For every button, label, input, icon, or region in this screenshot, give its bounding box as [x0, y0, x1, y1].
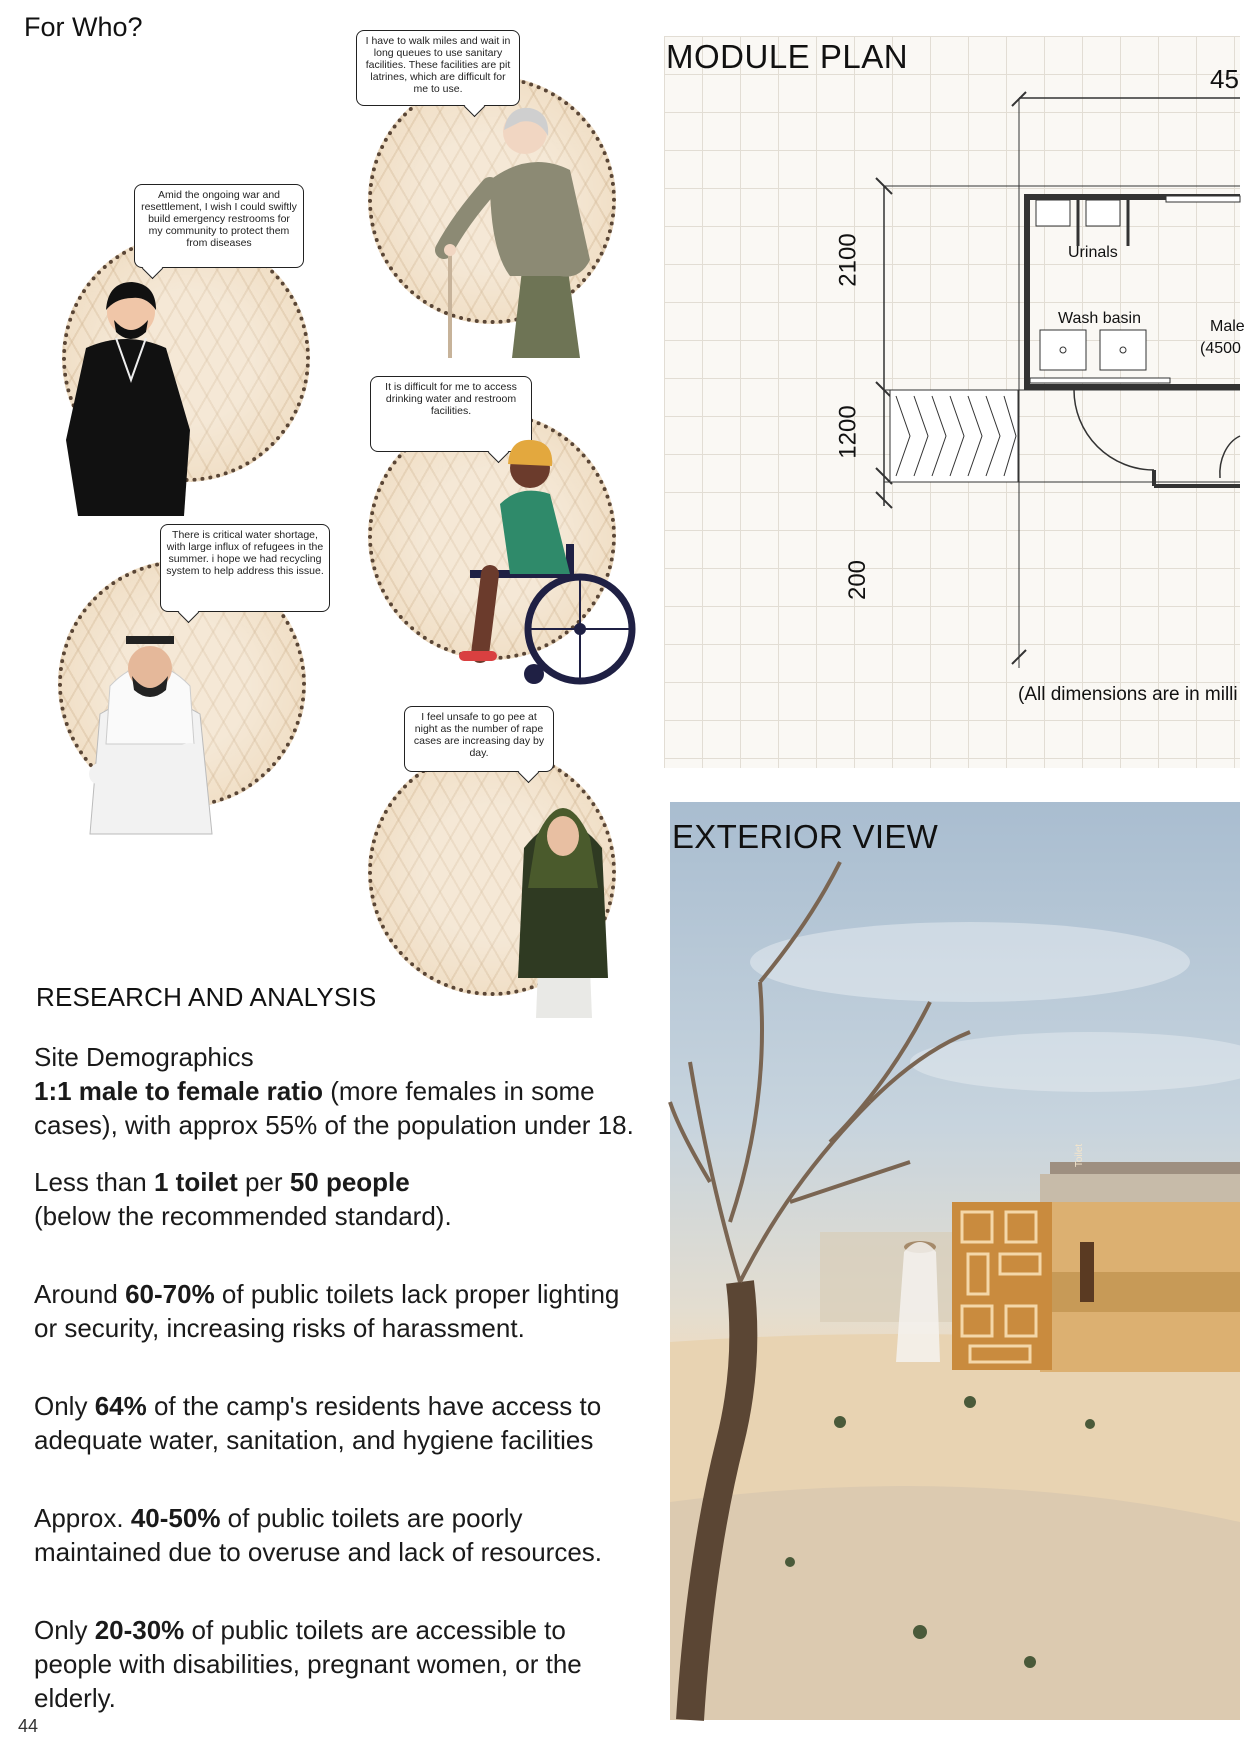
text-run: Around: [34, 1279, 126, 1309]
quote-text: It is difficult for me to access drinking water and restroom facilities.: [385, 381, 517, 418]
exterior-view-title: EXTERIOR VIEW: [672, 818, 939, 855]
wheelchair-user-illustration: [430, 424, 630, 694]
text-run: of public toilets lack proper lighting or security, increasing risks of harassment.: [34, 1279, 620, 1343]
quote-text: I have to walk miles and wait in long queues to use sanitary facilities. These facilities are pit latrines, which are difficult for me to use.: [365, 35, 511, 96]
dim-label-1200: 1200: [834, 405, 862, 459]
research-title: RESEARCH AND ANALYSIS: [36, 982, 377, 1012]
label-male: Male: [1210, 318, 1245, 335]
stat-paragraph-accessibility: [34, 1613, 634, 1715]
site-demographics-label: Site Demographics: [34, 1042, 254, 1072]
ratio-bold: 1:1 male to female ratio: [34, 1076, 323, 1106]
quote-bubble-elderly: [356, 30, 520, 106]
quote-text: Amid the ongoing war and resettlement, I wish I could swiftly build emergency restrooms for my community to protect them from diseases: [141, 189, 297, 250]
stat-paragraph-demographics: [34, 1040, 634, 1142]
woman-illustration: [508, 778, 618, 1018]
exterior-view-render: [670, 802, 1240, 1720]
dim-label-200: 200: [844, 559, 872, 601]
text-run: Only: [34, 1391, 95, 1421]
page-number: 44: [18, 1716, 39, 1736]
section-heading-for-who: For Who?: [24, 12, 143, 42]
label-urinals: Urinals: [1068, 244, 1118, 261]
text-run: of public toilets are poorly maintained due to overuse and lack of resources.: [34, 1503, 603, 1567]
text-run: Approx.: [34, 1503, 131, 1533]
text-run: (below the recommended standard).: [34, 1201, 452, 1231]
bold-run: 60-70%: [125, 1279, 215, 1309]
quote-bubble-woman: [404, 706, 554, 772]
label-wash-basin: Wash basin: [1058, 310, 1141, 327]
bold-run: 40-50%: [130, 1503, 221, 1533]
ratio-text: (more females in some cases), with approx 55% of the population under 18.: [34, 1076, 634, 1140]
quote-bubble-community-leader: [134, 184, 304, 268]
bold-run: 1 toilet: [153, 1167, 238, 1197]
label-male-area: (4500: [1200, 340, 1241, 357]
bold-run: 20-30%: [94, 1615, 185, 1645]
bold-run: 64%: [94, 1391, 147, 1421]
text-run: of the camp's residents have access to adequate water, sanitation, and hygiene facilities: [34, 1391, 602, 1455]
text-run: Less than: [34, 1167, 154, 1197]
quote-text: I feel unsafe to go pee at night as the number of rape cases are increasing day by day.: [413, 711, 545, 760]
module-plan-title: MODULE PLAN: [666, 38, 909, 75]
text-run: of public toilets are accessible to people with disabilities, pregnant women, or the elderly.: [34, 1615, 582, 1713]
toilet-sign: Toilet: [1074, 1143, 1086, 1168]
module-plan-drawing: [664, 36, 1245, 768]
elderly-person-illustration: [430, 100, 620, 360]
stat-paragraph-maintenance: [34, 1501, 634, 1569]
community-leader-illustration: [56, 270, 206, 516]
stat-paragraph-toilet-ratio: [34, 1165, 634, 1233]
floor-plan-svg: [664, 36, 1240, 768]
dim-label-top: 45: [1210, 64, 1239, 94]
text-run: Only: [34, 1615, 95, 1645]
dim-label-2100: 2100: [834, 233, 862, 287]
stat-paragraph-wash-access: [34, 1389, 634, 1457]
research-body: [34, 1040, 634, 1738]
bold-run: 50 people: [289, 1167, 410, 1197]
quote-text: There is critical water shortage, with large influx of refugees in the summer. i hope we had recycling system to help address this issue.: [166, 529, 324, 578]
stat-paragraph-lighting: [34, 1277, 634, 1345]
text-run: per: [237, 1167, 290, 1197]
quote-bubble-arab-man: [160, 524, 330, 612]
dimension-note: (All dimensions are in milli: [1018, 684, 1238, 705]
arab-man-illustration: [70, 604, 230, 844]
exterior-scene-svg: [670, 802, 1240, 1720]
